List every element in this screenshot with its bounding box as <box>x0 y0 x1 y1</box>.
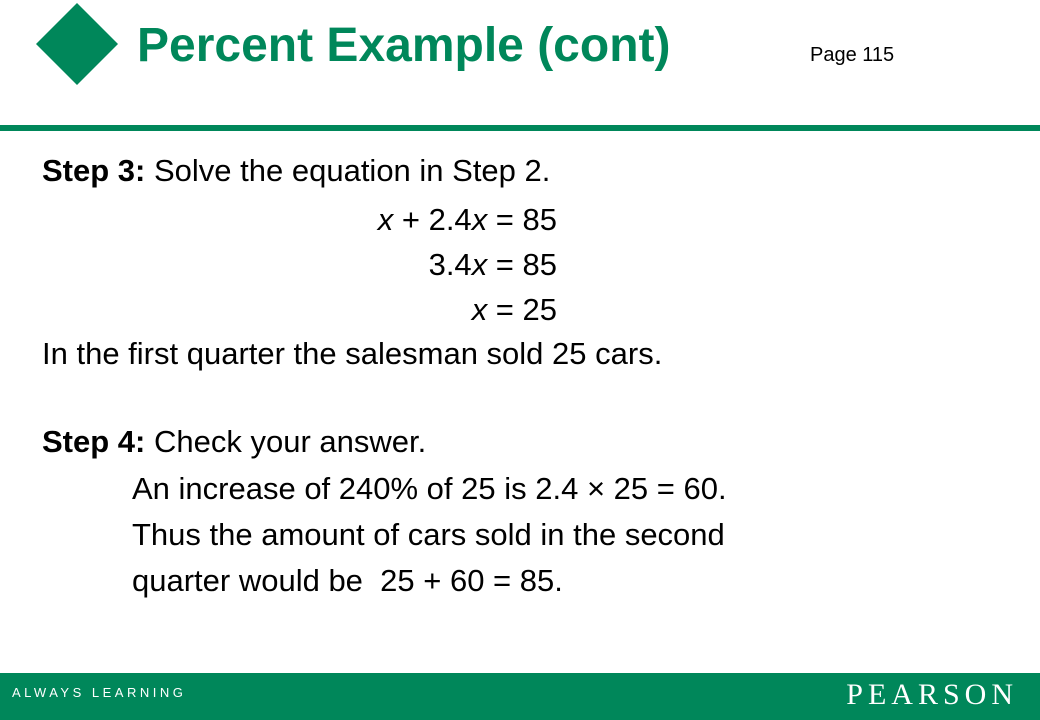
step3-line <box>42 152 550 189</box>
diamond-bullet-icon <box>36 3 118 85</box>
step3-text: Solve the equation in Step 2. <box>153 153 551 188</box>
eq1-var-b: x <box>471 202 488 237</box>
step4-heading: Step 4: <box>42 424 146 459</box>
step4-line <box>42 423 426 460</box>
eq1-mid: + 2.4 <box>393 202 472 237</box>
eq1-rest: = 85 <box>487 202 557 237</box>
equation-2 <box>429 246 557 283</box>
step3-heading: Step 3: <box>42 153 146 188</box>
eq2-var: x <box>471 247 488 282</box>
footer-tagline: ALWAYS LEARNING <box>12 685 187 700</box>
slide-title: Percent Example (cont) <box>137 19 671 72</box>
title-divider <box>0 125 1040 131</box>
step4-line-1: An increase of 240% of 25 is 2.4 × 25 = 60. <box>132 471 727 506</box>
pearson-logo: PEARSON <box>846 678 1018 711</box>
eq1-var-a: x <box>377 202 394 237</box>
step4-line-3: quarter would be 25 + 60 = 85. <box>132 563 563 598</box>
eq2-rest: = 85 <box>487 247 557 282</box>
page-number: Page 115 <box>810 44 895 66</box>
eq3-rest: = 25 <box>487 292 557 327</box>
eq3-var: x <box>471 292 488 327</box>
step4-text: Check your answer. <box>153 424 427 459</box>
step3-conclusion: In the first quarter the salesman sold 25 cars. <box>42 336 663 371</box>
footer-bar <box>0 673 1040 720</box>
equation-3 <box>472 291 557 328</box>
equation-1 <box>378 201 557 238</box>
step4-line-2: Thus the amount of cars sold in the second <box>132 517 725 552</box>
eq2-pre: 3.4 <box>428 247 472 282</box>
